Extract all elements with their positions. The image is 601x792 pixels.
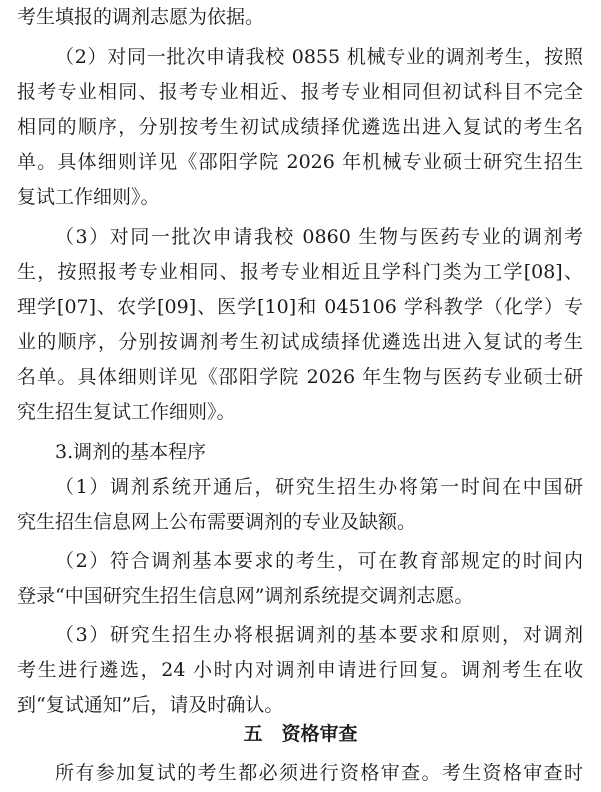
paragraph-line: 报考专业相同、报考专业相近、报考专业相同但初试科目不完全 bbox=[17, 81, 583, 103]
paragraph-line: （2）符合调剂基本要求的考生，可在教育部规定的时间内 bbox=[55, 550, 583, 572]
paragraph-line: （1）调剂系统开通后，研究生招生办将第一时间在中国研 bbox=[55, 476, 583, 498]
paragraph-line: 所有参加复试的考生都必须进行资格审查。考生资格审查时 bbox=[55, 762, 583, 784]
paragraph-line: 单。具体细则详见《邵阳学院 2026 年机械专业硕士研究生招生 bbox=[17, 151, 583, 173]
section-heading: 五 资格审查 bbox=[243, 723, 358, 745]
paragraph-line: 名单。具体细则详见《邵阳学院 2026 年生物与医药专业硕士研 bbox=[17, 366, 583, 388]
paragraph-line: （3）对同一批次申请我校 0860 生物与医药专业的调剂考 bbox=[55, 226, 583, 248]
paragraph-line: 生，按照报考专业相同、报考专业相近且学科门类为工学[08]、 bbox=[17, 261, 583, 283]
paragraph-line: 业的顺序，分别按调剂考生初试成绩择优遴选出进入复试的考生 bbox=[17, 331, 583, 353]
paragraph-line: 相同的顺序，分别按考生初试成绩择优遴选出进入复试的考生名 bbox=[17, 116, 583, 138]
paragraph-line: 理学[07]、农学[09]、医学[10]和 045106 学科教学（化学）专 bbox=[17, 296, 583, 318]
paragraph-line: 复试工作细则》。 bbox=[17, 186, 160, 208]
paragraph-line: 登录“中国研究生招生信息网”调剂系统提交调剂志愿。 bbox=[17, 585, 474, 607]
paragraph-line: 究生招生信息网上公布需要调剂的专业及缺额。 bbox=[17, 511, 417, 533]
paragraph-line: （2）对同一批次申请我校 0855 机械专业的调剂考生，按照 bbox=[55, 46, 583, 68]
section-subheading: 3.调剂的基本程序 bbox=[55, 441, 207, 463]
paragraph-line: 到“复试通知”后，请及时确认。 bbox=[17, 694, 284, 716]
paragraph-line: 考生进行遴选，24 小时内对调剂申请进行回复。调剂考生在收 bbox=[17, 659, 583, 681]
paragraph-line: 究生招生复试工作细则》。 bbox=[17, 401, 236, 423]
paragraph-line: 考生填报的调剂志愿为依据。 bbox=[17, 6, 265, 28]
paragraph-line: （3）研究生招生办将根据调剂的基本要求和原则，对调剂 bbox=[55, 624, 583, 646]
